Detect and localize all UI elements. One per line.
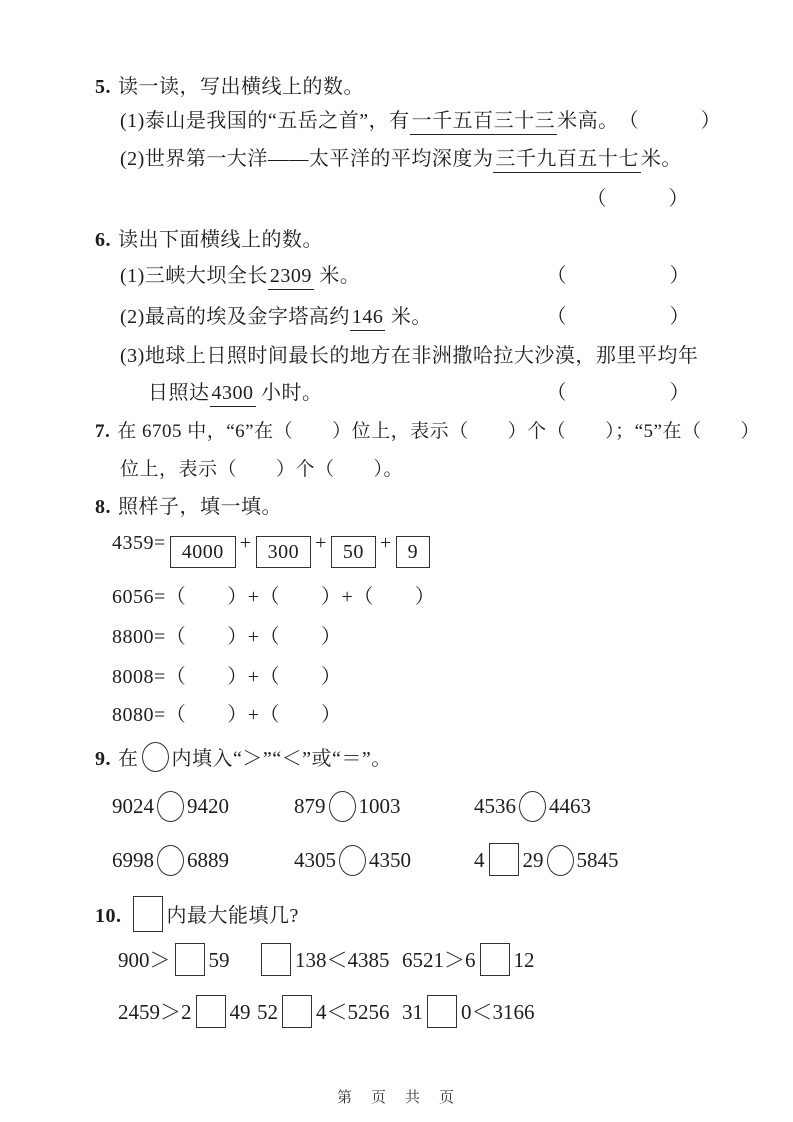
- filled-box: 4000: [170, 536, 236, 568]
- q5-title: [95, 72, 364, 102]
- filled-box: 50: [331, 536, 376, 568]
- text-segment: 4463: [549, 794, 591, 818]
- answer-box-blank: [175, 943, 205, 976]
- q6-item-3-line1: (3)地球上日照时间最长的地方在非洲撒哈拉大沙漠，那里平均年: [120, 345, 699, 367]
- comparison-item: [112, 842, 294, 878]
- max-fill-item: [257, 994, 402, 1030]
- comparison-item: [294, 842, 474, 878]
- text-segment: +: [239, 532, 252, 554]
- q5-number: 5.: [95, 76, 111, 98]
- filled-box: 9: [396, 536, 431, 568]
- q6-item-1: [120, 261, 690, 291]
- q8-row-8008: 8008=（ ）+（ ）: [112, 666, 342, 688]
- comparison-item: [294, 788, 474, 824]
- text-segment: 0＜3166: [461, 1000, 535, 1024]
- page-footer: 第 页 共 页: [336, 1089, 456, 1106]
- filled-box: 300: [256, 536, 312, 568]
- answer-circle-blank: [157, 845, 184, 876]
- q6-item3-answer-blank: （ ）: [546, 382, 690, 404]
- q9-number: 9.: [95, 748, 111, 770]
- q6-number: 6.: [95, 229, 111, 251]
- q8-row-8080: 8080=（ ）+（ ）: [112, 704, 342, 726]
- q9-grid: [112, 788, 619, 878]
- underlined-number: 2309: [268, 265, 314, 290]
- text-segment: 内填入“＞”“＜”或“＝”。: [171, 748, 392, 770]
- max-fill-item: [402, 994, 535, 1030]
- text-segment: 12: [513, 948, 535, 972]
- q8-example-row: [112, 528, 434, 568]
- underlined-number: 一千五百三十三: [410, 110, 558, 135]
- text-segment: 6998: [112, 848, 154, 872]
- text-segment: 5845: [576, 848, 619, 872]
- q10-number: 10.: [95, 905, 122, 927]
- q5-title-text: 读一读，写出横线上的数。: [118, 76, 364, 98]
- max-fill-item: [118, 994, 257, 1030]
- q10-title: [95, 896, 299, 932]
- answer-box-blank: [427, 995, 457, 1028]
- text-segment: 4＜5256: [316, 1000, 390, 1024]
- text-segment: 米。: [385, 306, 432, 328]
- text-segment: 9024: [112, 794, 154, 818]
- text-segment: 米。: [640, 148, 682, 170]
- q9-title: [95, 742, 392, 774]
- answer-circle-blank: [547, 845, 574, 876]
- q5-item2-answer-blank: （ ）: [586, 188, 689, 210]
- text-segment: +: [315, 532, 327, 554]
- max-fill-item: [257, 942, 402, 978]
- q6-item2-text: [120, 302, 432, 332]
- answer-box-blank: [261, 943, 291, 976]
- q7-line1-text: 在 6705 中，“6”在（ ）位上，表示（ ）个（ ）；“5”在（ ）: [117, 421, 760, 442]
- q6-item3-text: [148, 378, 323, 408]
- q6-item-2: [120, 302, 690, 332]
- q6-item2-answer-blank: （ ）: [546, 306, 690, 328]
- q7-line-2: 位上，表示（ ）个（ ）。: [120, 459, 404, 480]
- q5-item1-text: [120, 106, 619, 136]
- q5-item1-answer-blank: （ ）: [618, 110, 722, 132]
- max-fill-item: [402, 942, 535, 978]
- q9-title-text: [118, 748, 392, 770]
- q8-title-text: 照样子，填一填。: [118, 496, 282, 518]
- text-segment: 4305: [294, 848, 336, 872]
- text-segment: 米高。: [557, 110, 619, 132]
- text-segment: (1)泰山是我国的“五岳之首”，有: [120, 110, 410, 132]
- answer-box-blank: [480, 943, 510, 976]
- q6-title-text: 读出下面横线上的数。: [118, 229, 323, 251]
- text-segment: 29: [522, 848, 544, 872]
- q8-row-8800: 8800=（ ）+（ ）: [112, 626, 342, 648]
- q6-item1-answer-blank: （ ）: [546, 265, 690, 287]
- q7-number: 7.: [95, 421, 111, 442]
- text-segment: +: [379, 532, 392, 554]
- text-segment: 900＞: [118, 948, 171, 972]
- text-segment: 内最大能填几?: [166, 905, 299, 927]
- text-segment: 9420: [187, 794, 229, 818]
- answer-box-blank: [196, 995, 226, 1028]
- answer-circle-blank: [339, 845, 366, 876]
- comparison-item: [474, 842, 619, 878]
- q8-row-6056: 6056=（ ）+（ ）+（ ）: [112, 586, 436, 608]
- underlined-number: 146: [350, 306, 386, 331]
- q10-grid: [118, 942, 535, 1030]
- text-segment: 4359=: [112, 532, 166, 554]
- q8-number: 8.: [95, 496, 111, 518]
- q6-item1-text: [120, 261, 360, 291]
- text-segment: 59: [208, 948, 230, 972]
- max-fill-item: [118, 942, 257, 978]
- q5-item-2: [120, 144, 682, 174]
- text-segment: 4536: [474, 794, 516, 818]
- text-segment: 小时。: [255, 382, 323, 404]
- comparison-item: [112, 788, 294, 824]
- answer-circle-blank: [519, 791, 546, 822]
- text-segment: 6521＞6: [402, 948, 476, 972]
- text-segment: (2)最高的埃及金字塔高约: [120, 306, 350, 328]
- text-segment: 6889: [187, 848, 229, 872]
- text-segment: 1003: [358, 794, 401, 818]
- underlined-number: 三千九百五十七: [493, 148, 641, 173]
- q5-item-1: [120, 106, 722, 136]
- text-segment: 4350: [369, 848, 411, 872]
- text-segment: 日照达: [148, 382, 210, 404]
- comparison-item: [474, 788, 619, 824]
- text-segment: 在: [118, 748, 139, 770]
- answer-circle-blank: [329, 791, 356, 822]
- text-segment: 138＜4385: [295, 948, 390, 972]
- text-segment: 4: [474, 848, 485, 872]
- answer-circle-blank: [142, 742, 169, 772]
- q8-title: [95, 492, 282, 522]
- q10-title-text: [129, 905, 299, 927]
- q7-line-1: [95, 417, 760, 447]
- text-segment: 879: [294, 794, 326, 818]
- text-segment: (1)三峡大坝全长: [120, 265, 268, 287]
- text-segment: 49: [229, 1000, 251, 1024]
- text-segment: (2)世界第一大洋——太平洋的平均深度为: [120, 148, 494, 170]
- q6-title: [95, 225, 323, 255]
- q6-item-3-line2: [148, 378, 690, 408]
- answer-box-blank: [282, 995, 312, 1028]
- answer-box-blank: [133, 896, 163, 932]
- answer-circle-blank: [157, 791, 184, 822]
- answer-box-blank: [489, 843, 519, 876]
- underlined-number: 4300: [210, 382, 256, 407]
- text-segment: 2459＞2: [118, 1000, 192, 1024]
- text-segment: 米。: [313, 265, 361, 287]
- text-segment: 52: [257, 1000, 278, 1024]
- text-segment: 31: [402, 1000, 423, 1024]
